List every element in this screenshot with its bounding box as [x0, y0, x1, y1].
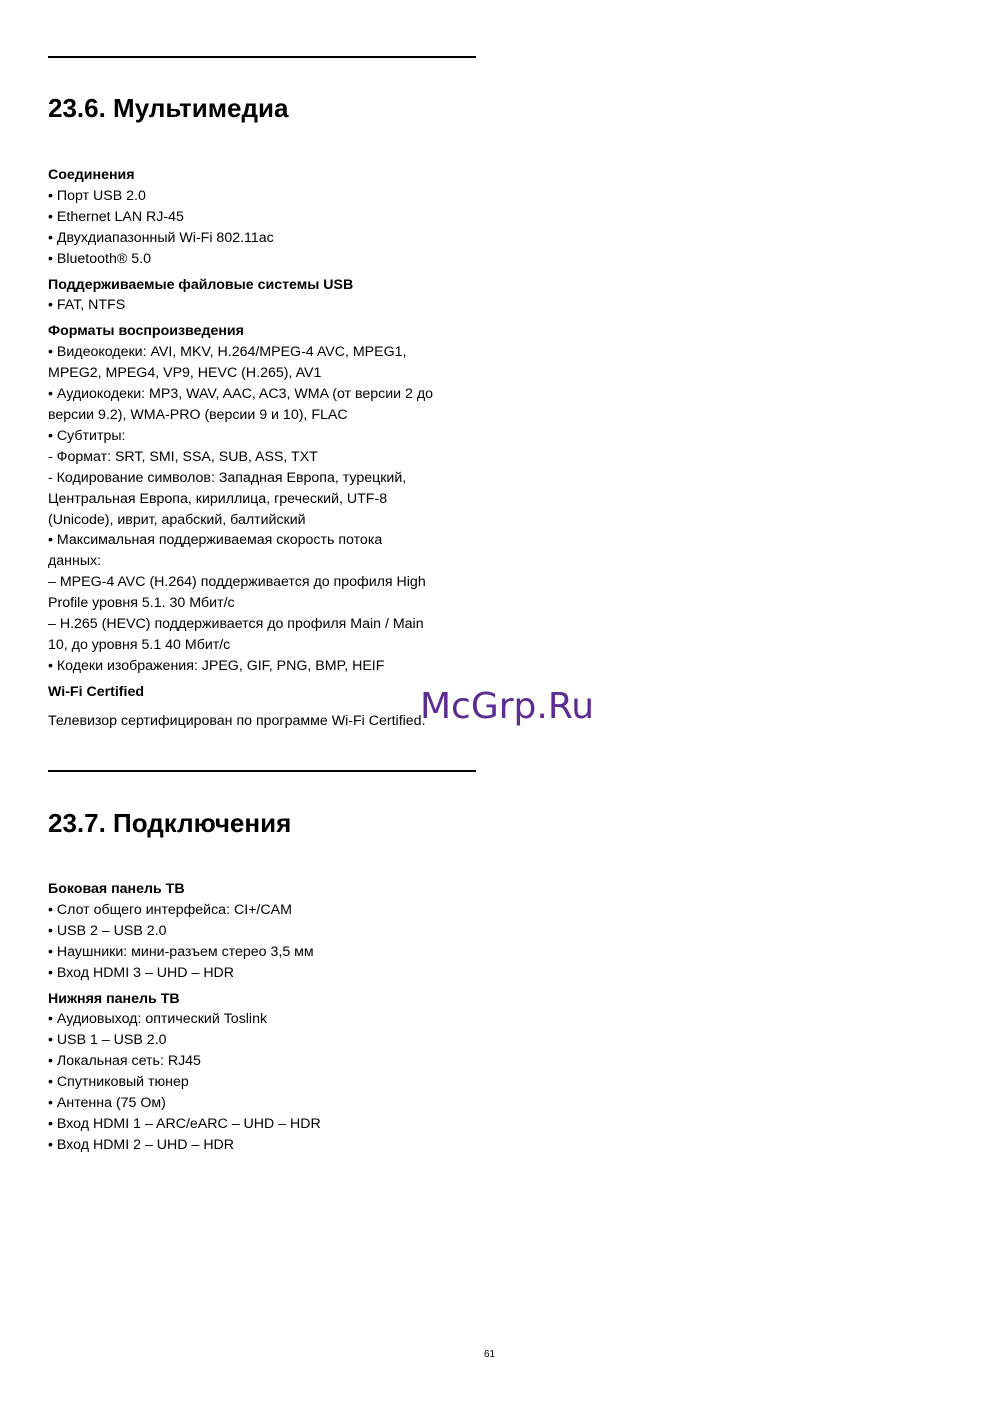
list-item: • Ethernet LAN RJ-45 [48, 208, 184, 225]
list-item: • Слот общего интерфейса: CI+/CAM [48, 901, 292, 918]
list-item: – MPEG-4 AVC (H.264) поддерживается до профиля High [48, 574, 426, 591]
list-item: • Порт USB 2.0 [48, 187, 146, 204]
list-item: Profile уровня 5.1. 30 Мбит/с [48, 595, 235, 612]
list-item: (Unicode), иврит, арабский, балтийский [48, 511, 306, 528]
list-item: • Аудиовыход: оптический Toslink [48, 1011, 268, 1028]
list-item: • Вход HDMI 2 – UHD – HDR [48, 1136, 235, 1153]
list-item: • Локальная сеть: RJ45 [48, 1053, 201, 1070]
list-item: • Двухдиапазонный Wi-Fi 802.11ac [48, 229, 274, 246]
list-item: • Вход HDMI 3 – UHD – HDR [48, 964, 235, 981]
list-item: • Наушники: мини-разъем стерео 3,5 мм [48, 943, 314, 960]
list-item: • USB 1 – USB 2.0 [48, 1032, 167, 1049]
paragraph-wifi-certified: Телевизор сертифицирован по программе Wi-Fi Certified. [48, 712, 426, 729]
subheading-playback-formats: Форматы воспроизведения [48, 323, 244, 340]
list-item: Центральная Европа, кириллица, греческий, UTF-8 [48, 490, 388, 507]
watermark: McGrp.Ru [420, 686, 595, 727]
list-item: MPEG2, MPEG4, VP9, HEVC (H.265), AV1 [48, 365, 322, 382]
section-title-multimedia: 23.6. Мультимедиа [48, 93, 289, 123]
list-item: • Вход HDMI 1 – ARC/eARC – UHD – HDR [48, 1115, 321, 1132]
list-item: 10, до уровня 5.1 40 Мбит/с [48, 636, 231, 653]
multimedia-content [48, 165, 488, 732]
list-item: • Кодеки изображения: JPEG, GIF, PNG, BMP, HEIF [48, 657, 385, 674]
list-item: • Антенна (75 Ом) [48, 1095, 166, 1112]
list-item: версии 9.2), WMA-PRO (версии 9 и 10), FLAC [48, 406, 348, 423]
subheading-usb-filesystems: Поддерживаемые файловые системы USB [48, 276, 354, 293]
list-item: данных: [48, 553, 102, 570]
section-divider-connections [48, 770, 476, 772]
list-item: – H.265 (HEVC) поддерживается до профиля Main / Main [48, 616, 424, 633]
subheading-connections: Соединения [48, 167, 135, 183]
list-item: • Аудиокодеки: MP3, WAV, AAC, AC3, WMA (от версии 2 до [48, 386, 434, 403]
list-item: - Кодирование символов: Западная Европа, турецкий, [48, 469, 407, 486]
list-item: • Субтитры: [48, 427, 126, 444]
subheading-wifi-certified: Wi-Fi Certified [48, 683, 145, 700]
list-item: • USB 2 – USB 2.0 [48, 922, 167, 939]
list-item: • Спутниковый тюнер [48, 1074, 189, 1091]
section-title-connections: 23.7. Подключения [48, 808, 292, 838]
list-item: - Формат: SRT, SMI, SSA, SUB, ASS, TXT [48, 448, 318, 465]
list-item: • Максимальная поддерживаемая скорость потока [48, 532, 383, 549]
page-number: 61 [484, 1349, 496, 1360]
list-item: • Bluetooth® 5.0 [48, 250, 151, 267]
list-item: • FAT, NTFS [48, 297, 126, 314]
list-item: • Видеокодеки: AVI, MKV, H.264/MPEG-4 AVC, MPEG1, [48, 344, 407, 361]
section-divider-multimedia [48, 56, 476, 58]
subheading-side-panel: Боковая панель ТВ [48, 881, 185, 897]
connections-content [48, 879, 488, 1156]
subheading-bottom-panel: Нижняя панель ТВ [48, 990, 180, 1007]
